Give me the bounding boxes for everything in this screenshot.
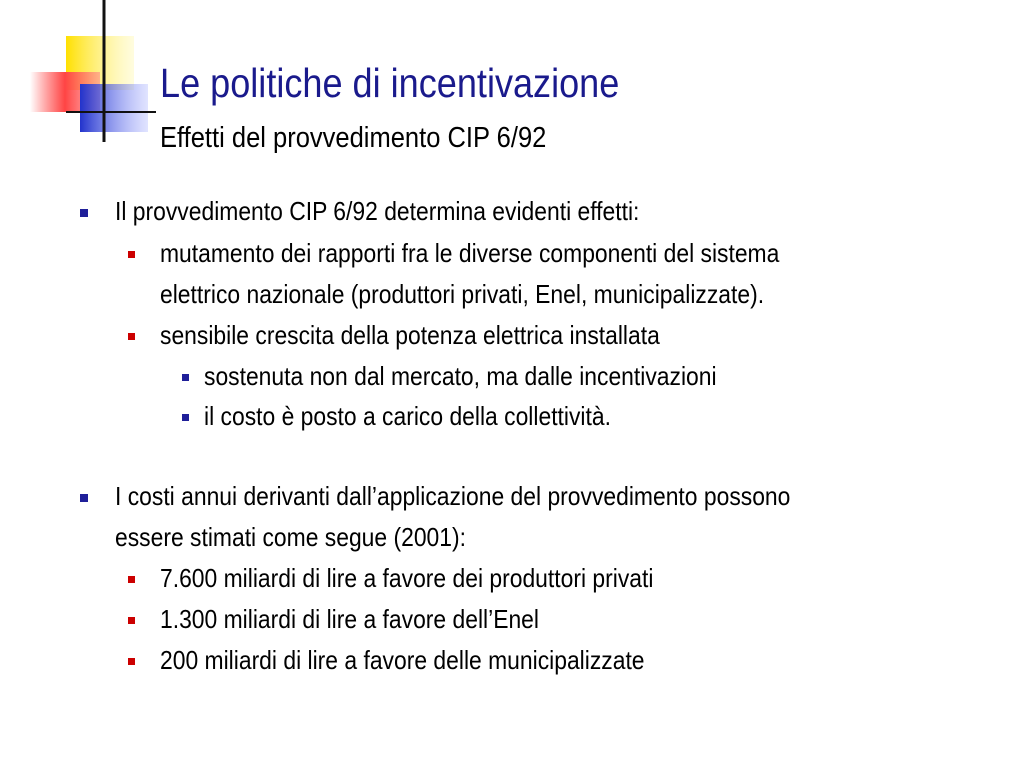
bullet-level1-icon	[80, 494, 88, 502]
bullet-text: I costi annui derivanti dall’applicazione del provvedimento possono	[115, 481, 791, 511]
bullet-text: sostenuta non dal mercato, ma dalle incentivazioni	[204, 361, 717, 391]
bullet-level3-icon	[182, 414, 189, 421]
bullet-text: sensibile crescita della potenza elettrica installata	[160, 320, 660, 350]
bullet-level2-icon	[128, 658, 135, 665]
decorative-logo	[0, 0, 170, 150]
bullet-text: il costo è posto a carico della collettività.	[204, 401, 611, 431]
bullet-text: 1.300 miliardi di lire a favore dell’Enel	[160, 604, 539, 634]
bullet-level2-icon	[128, 576, 135, 583]
slide-title: Le politiche di incentivazione	[160, 60, 620, 106]
bullet-text-continuation: essere stimati come segue (2001):	[115, 522, 466, 552]
bullet-text-continuation: elettrico nazionale (produttori privati, Enel, municipalizzate).	[160, 279, 765, 309]
bullet-text: Il provvedimento CIP 6/92 determina evidenti effetti:	[115, 196, 640, 226]
bullet-level3-icon	[182, 374, 189, 381]
bullet-level2-icon	[128, 251, 135, 258]
bullet-level1-icon	[80, 209, 88, 217]
slide-subtitle: Effetti del provvedimento CIP 6/92	[160, 122, 547, 154]
bullet-level2-icon	[128, 617, 135, 624]
bullet-text: 7.600 miliardi di lire a favore dei produttori privati	[160, 563, 654, 593]
bullet-text: mutamento dei rapporti fra le diverse componenti del sistema	[160, 238, 780, 268]
bullet-level2-icon	[128, 333, 135, 340]
bullet-text: 200 miliardi di lire a favore delle municipalizzate	[160, 645, 645, 675]
